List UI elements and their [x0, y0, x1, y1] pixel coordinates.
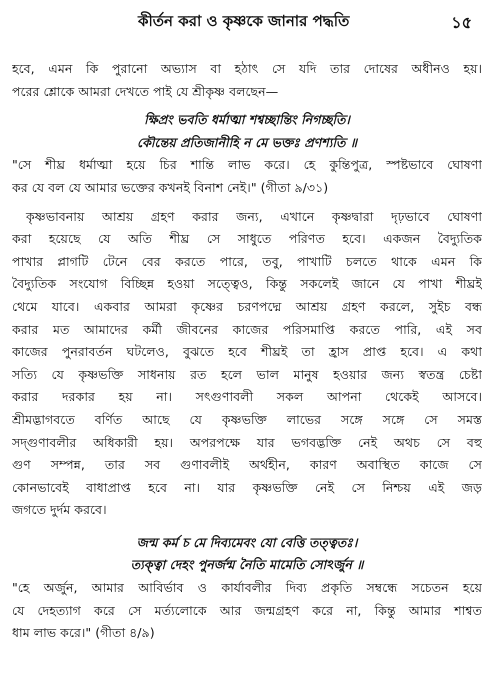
- text-line: শ্রীমদ্ভাগবতে বর্ণিত আছে যে কৃষ্ণভক্তি লাভের সঙ্গে সঙ্গে সে সমস্ত: [12, 411, 482, 427]
- text-line: কাজের পুনরাবর্তন ঘটলেও, বুঝতে হবে শীঘ্রই তা হ্রাস প্রাপ্ত হবে। এ কথা: [12, 344, 482, 360]
- text-line: পাখার প্লাগটি টেনে বের করতে পারে, তবু, পাখাটি চলতে থাকে এমন কি: [12, 253, 482, 269]
- verse-line: কৌন্তেয় প্রতিজানীহি ন মে ভক্তঃ প্রণশ্যতি ॥: [137, 134, 357, 150]
- text-line: ধাম লাভ করে।" (গীতা ৪/৯): [12, 625, 155, 641]
- text-line: হবে, এমন কি পুরানো অভ্যাস বা হঠাৎ সে যদি তার দোষের অধীনও হয়।: [12, 61, 482, 76]
- text-line: থেমে যাবে। একবার আমরা কৃষ্ণের চরণপদ্মে আশ্রয় গ্রহণ করলে, সুইচ বন্ধ: [12, 298, 482, 314]
- text-line: কর যে বল যে আমার ভক্তের কখনই বিনাশ নেই।" (গীতা ৯/৩১): [12, 179, 329, 195]
- text-line: জগতে দুর্দম করবে।: [12, 502, 107, 518]
- page-number: ১৫: [451, 13, 472, 32]
- sanskrit-verse-1: [12, 109, 482, 154]
- text-line: সদ্গুণাবলীর অধিকারী হয়। অপরপক্ষে যার ভগবদ্ভক্তি নেই অথচ সে বহু: [12, 434, 482, 450]
- text-line: "সে শীঘ্র ধর্মাত্মা হয়ে চির শান্তি লাভ করে। হে কুন্তিপুত্র, স্পষ্টভাবে ঘোষণা: [12, 157, 482, 173]
- verse-line: ত্যক্ত্বা দেহং পুনর্জন্ম নৈতি মামেতি সোঽর্জুন ॥: [130, 557, 364, 573]
- page-header: [0, 10, 494, 34]
- sanskrit-verse-2: [12, 532, 482, 577]
- text-line: পরের শ্লোকে আমরা দেখতে পাই যে শ্রীকৃষ্ণ বলছেন—: [12, 83, 279, 99]
- verse-translation-1: [12, 154, 482, 199]
- paragraph-intro: [12, 58, 482, 103]
- running-title: কীর্তন করা ও কৃষ্ণকে জানার পদ্ধতি: [138, 12, 350, 30]
- text-line: করার মত আমাদের কর্মী জীবনের কাজের পরিসমাপ্তি করতে পারি, এই সব: [12, 321, 482, 337]
- verse-translation-2: [12, 577, 482, 645]
- text-line: গুণ সম্পন্ন, তার সব গুণাবলীই অর্থহীন, কারণ অবাস্থিত কাজে সে: [12, 457, 482, 473]
- text-line: করার দরকার হয় না। সৎগুণাবলী সকল আপনা থেকেই আসবে।: [12, 389, 482, 405]
- text-line: সত্যি যে কৃষ্ণভক্তি সাধনায় রত হলে ভাল মানুষ হওয়ার জন্য স্বতন্ত্র চেষ্টা: [12, 366, 482, 382]
- text-line: কৃষ্ণভাবনায় আশ্রয় গ্রহণ করার জন্য, এখানে কৃষ্ণদ্বারা দৃঢ়ভাবে ঘোষণা: [26, 208, 482, 224]
- page-body: [12, 58, 482, 645]
- text-line: করা হয়েছে যে অতি শীঘ্র সে সাধুতে পরিণত হবে। একজন বৈদ্যুতিক: [12, 231, 482, 247]
- verse-line: ক্ষিপ্রং ভবতি ধর্মাত্মা শশ্বচ্ছান্তিং নিগচ্ছতি।: [144, 112, 350, 128]
- verse-line: জন্ম কর্ম চ মে দিব্যমেবং যো বেত্তি তত্ত্বতঃ।: [136, 534, 358, 550]
- text-line: বৈদ্যুতিক সংযোগ বিচ্ছিন্ন হওয়া সত্ত্বেও, কিন্তু সকলেই জানে যে পাখা শীঘ্রই: [12, 276, 482, 292]
- text-line: যে দেহত্যাগ করে সে মর্ত্যলোকে আর জন্মগ্রহণ করে না, কিন্তু আমার শাশ্বত: [12, 602, 482, 618]
- text-line: কোনভাবেই বাধাপ্রাপ্ত হবে না। যার কৃষ্ণভক্তি নেই সে নিশ্চয় এই জড়: [12, 479, 482, 495]
- text-line: "হে অর্জুন, আমার আবির্ভাব ও কার্যাবলীর দিব্য প্রকৃতি সম্বন্ধে সচেতন হয়ে: [12, 580, 482, 596]
- paragraph-purport: [12, 206, 482, 522]
